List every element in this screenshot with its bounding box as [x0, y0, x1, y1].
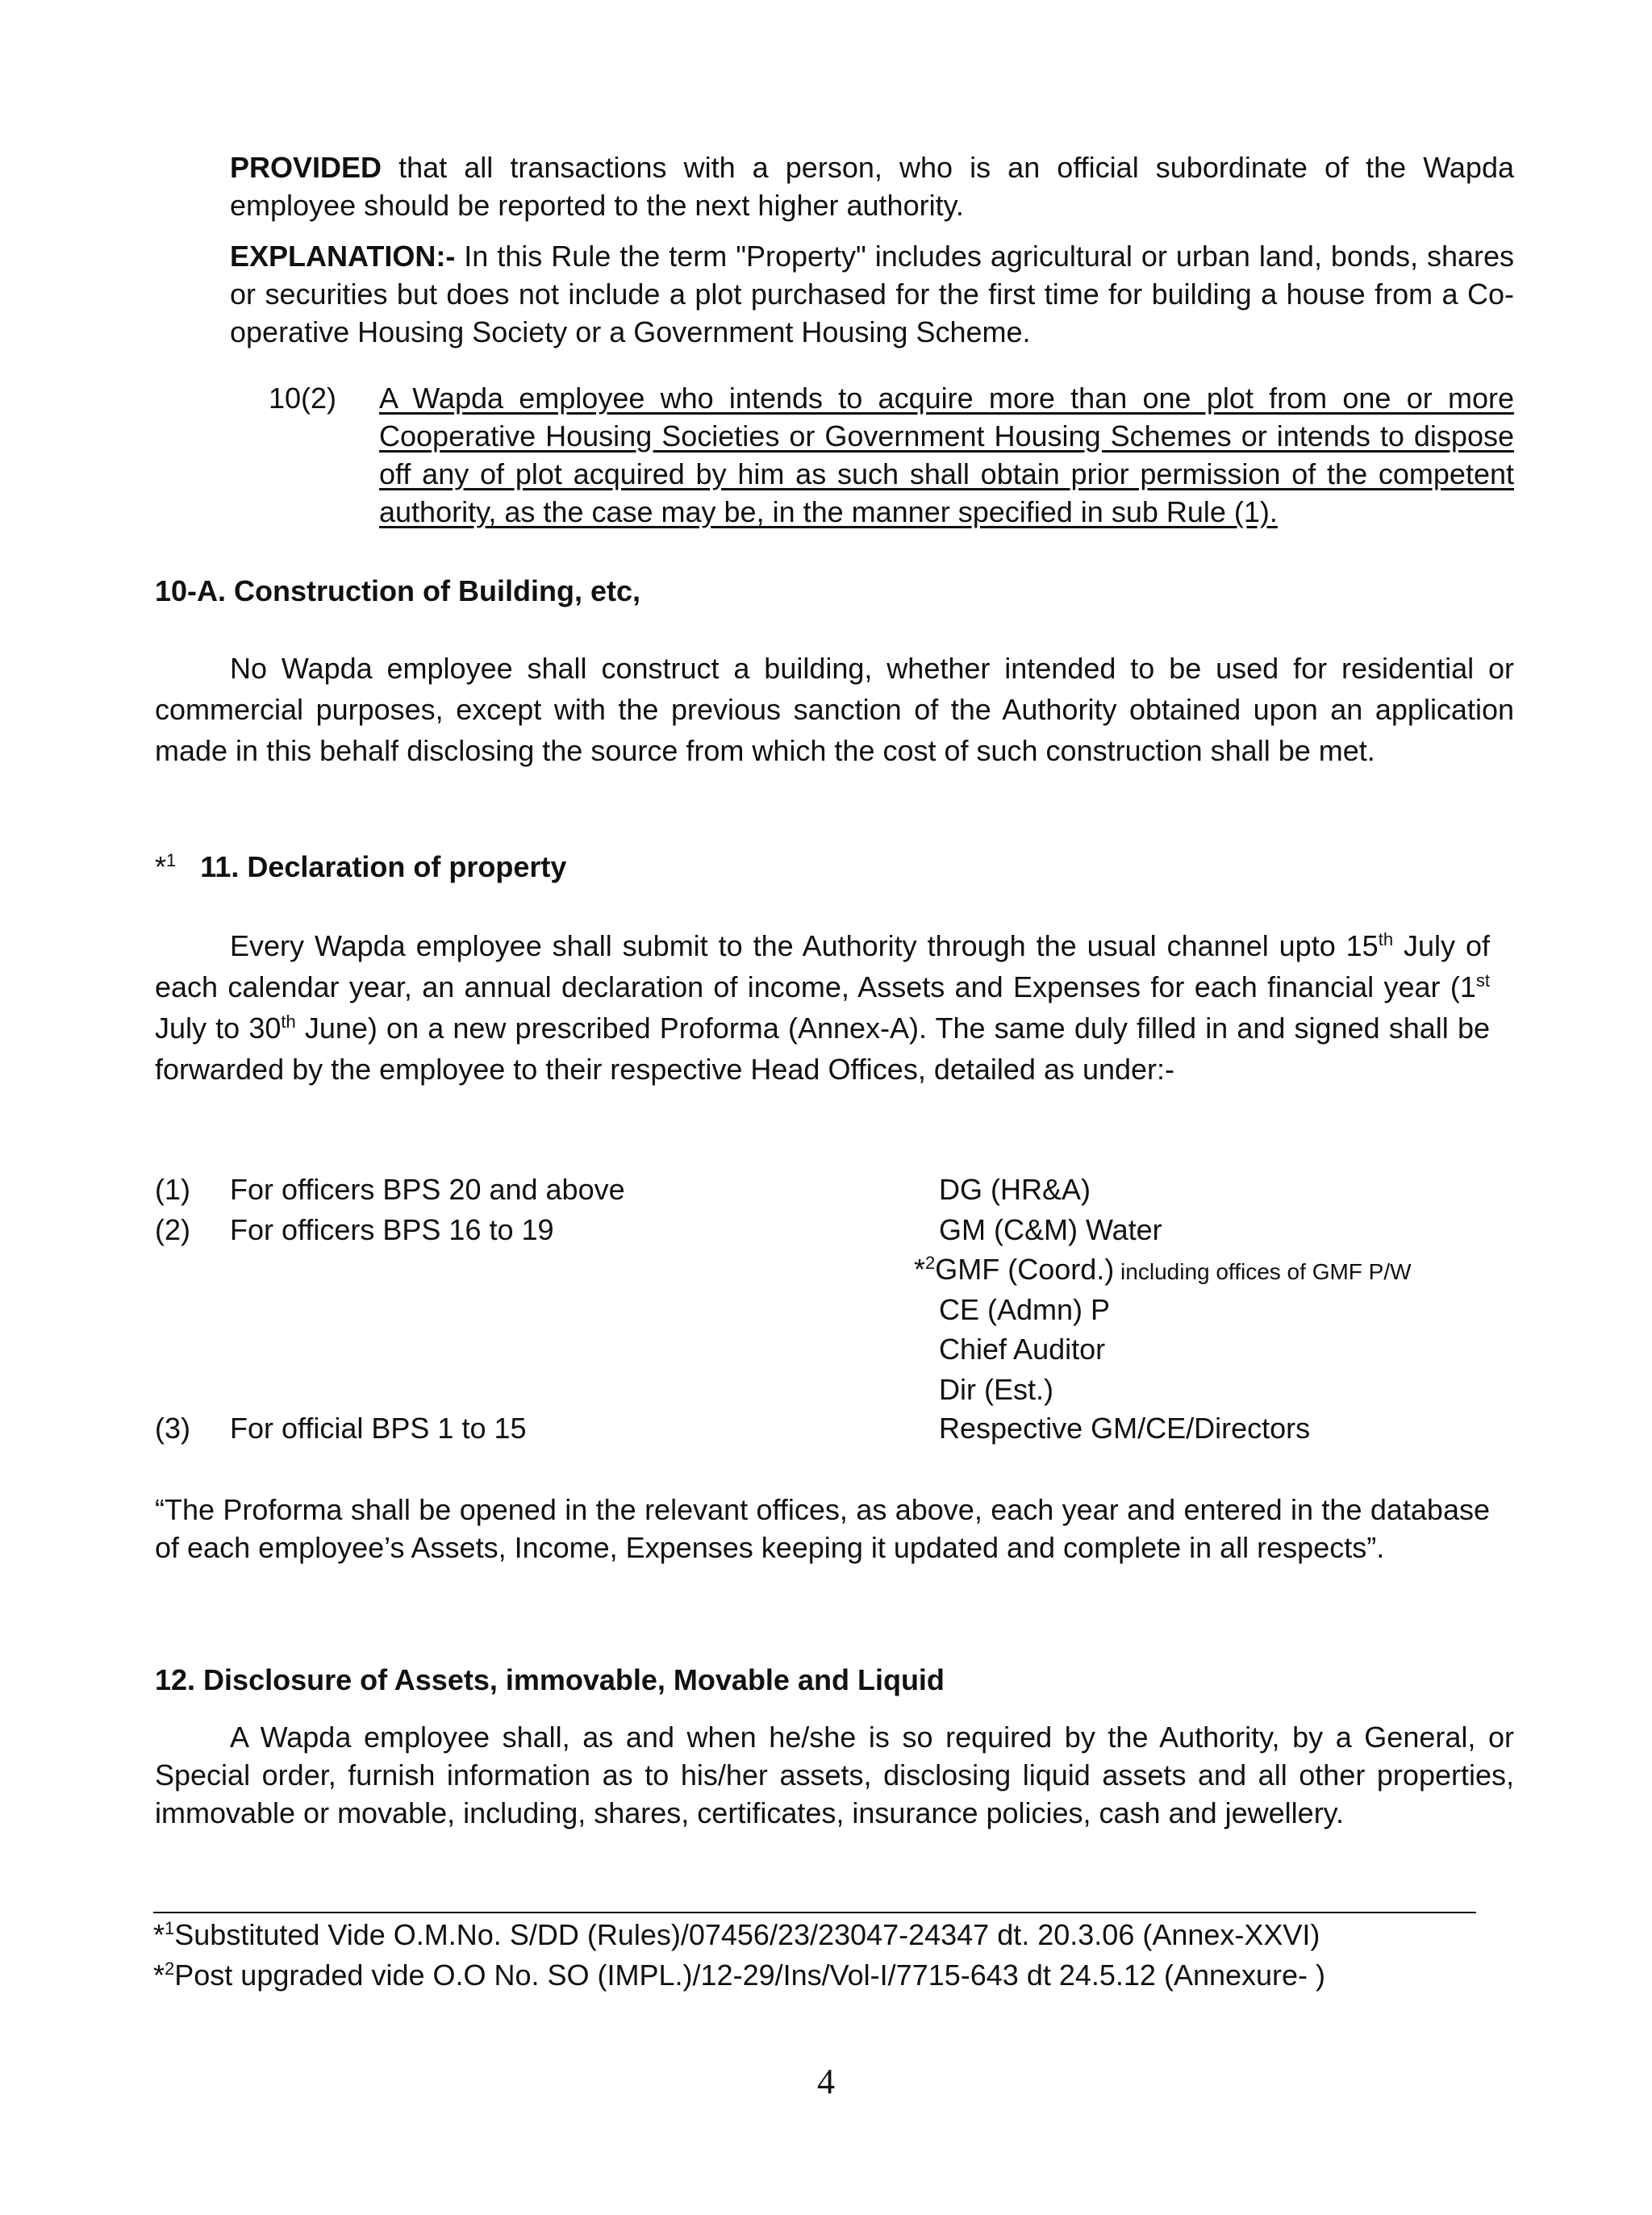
proforma-note: “The Proforma shall be opened in the relevant offices, as above, each year and entered in the database of each employee’s Assets, Income, Expenses keeping it updated and complete in all respects”. [155, 1493, 1490, 1564]
office-row-2e: Dir (Est.) [939, 1373, 1053, 1406]
provided-paragraph [230, 148, 1514, 224]
section-11-body [155, 925, 1490, 1090]
office-marker: * [914, 1253, 926, 1286]
footnote-text: Post upgraded vide O.O No. SO (IMPL.)/12-29/Ins/Vol-I/7715-643 dt 24.5.12 (Annexure- ) [174, 1958, 1326, 1992]
office-row-2-num: (2) [155, 1213, 190, 1246]
section-12-body: A Wapda employee shall, as and when he/she is so required by the Authority, by a General, or Special order, furnish information as to his/her assets, disclosing liquid assets and all other properties, immovable or movable, including, shares, certificates, insurance policies, cash and jewellery. [155, 1721, 1514, 1829]
footnote-2 [153, 1958, 1325, 1992]
section-11-body-part: July to 30 [155, 1012, 282, 1045]
section-11-marker-sup: 1 [166, 850, 177, 870]
section-10a-body: No Wapda employee shall construct a building, whether intended to be used for residential or commercial purposes, except with the previous sanction of the Authority obtained upon an application made in this behalf disclosing the source from which the cost of such construction shall be met. [155, 652, 1514, 767]
office-marker-sup: 2 [925, 1253, 936, 1273]
office-note: including offices of GMF P/W [1114, 1259, 1412, 1284]
office-row-1-office: DG (HR&A) [939, 1173, 1091, 1206]
section-11-body-part: July of each calendar year, an annual declaration of income, Assets and Expenses for each financial year (1 [155, 929, 1491, 1003]
footnote-1 [153, 1918, 1320, 1952]
footnote-text: Substituted Vide O.M.No. S/DD (Rules)/07456/23/23047-24347 dt. 20.3.06 (Annex-XXVI) [174, 1918, 1320, 1951]
office-row-2-office: GM (C&M) Water [939, 1213, 1162, 1246]
sup-th: th [281, 1012, 296, 1032]
section-10a-heading: 10-A. Construction of Building, etc, [155, 574, 640, 607]
office-name: GMF (Coord.) [935, 1253, 1115, 1286]
explanation-paragraph [230, 237, 1514, 351]
office-row-1-num: (1) [155, 1173, 190, 1206]
section-11-body-part: Every Wapda employee shall submit to the Authority through the usual channel upto 15 [230, 929, 1379, 962]
office-row-3-office: Respective GM/CE/Directors [939, 1412, 1311, 1445]
sup-th: th [1378, 929, 1394, 949]
office-row-2c: CE (Admn) P [939, 1293, 1111, 1326]
office-row-2d: Chief Auditor [939, 1333, 1106, 1366]
section-11-body-part: June) on a new prescribed Proforma (Annex-A). The same duly filled in and signed shall be forwarded by the employee to their respective Head Offices, detailed as under:- [155, 1012, 1490, 1086]
explanation-lead: EXPLANATION:- [230, 240, 456, 273]
office-row-2-desc: For officers BPS 16 to 19 [230, 1213, 554, 1246]
page-number: 4 [817, 2062, 835, 2101]
section-11-marker: * [155, 850, 167, 883]
office-row-1-desc: For officers BPS 20 and above [230, 1173, 625, 1206]
provided-lead: PROVIDED [230, 151, 382, 184]
explanation-text: In this Rule the term "Property" includes agricultural or urban land, bonds, shares or securities but does not include a plot purchased for the first time for building a house from a Co-operative Housing Society or a Government Housing Scheme. [230, 240, 1514, 348]
footnote-marker-sup: 1 [165, 1918, 175, 1938]
sup-st: st [1475, 970, 1490, 991]
footnote-divider [153, 1912, 1476, 1913]
provided-text: that all transactions with a person, who is an official subordinate of the Wapda employee should be reported to the next higher authority. [230, 151, 1514, 222]
section-12-heading: 12. Disclosure of Assets, immovable, Movable and Liquid [155, 1663, 945, 1696]
footnote-marker: * [153, 1918, 165, 1951]
office-row-2b [914, 1253, 1412, 1287]
section-11-heading-line [155, 850, 566, 884]
footnote-marker: * [153, 1958, 165, 1992]
clause-10-2-text: A Wapda employee who intends to acquire more than one plot from one or more Cooperative Housing Societies or Government Housing Schemes or intends to dispose off any of plot acquired by him as such shall obtain prior permission of the competent authority, as the case may be, in the manner specified in sub Rule (1). [379, 382, 1514, 528]
office-row-3-desc: For official BPS 1 to 15 [230, 1412, 527, 1445]
clause-10-2-number: 10(2) [269, 382, 337, 415]
office-row-3-num: (3) [155, 1412, 190, 1445]
section-11-heading: 11. Declaration of property [200, 850, 567, 883]
footnote-marker-sup: 2 [165, 1958, 175, 1979]
